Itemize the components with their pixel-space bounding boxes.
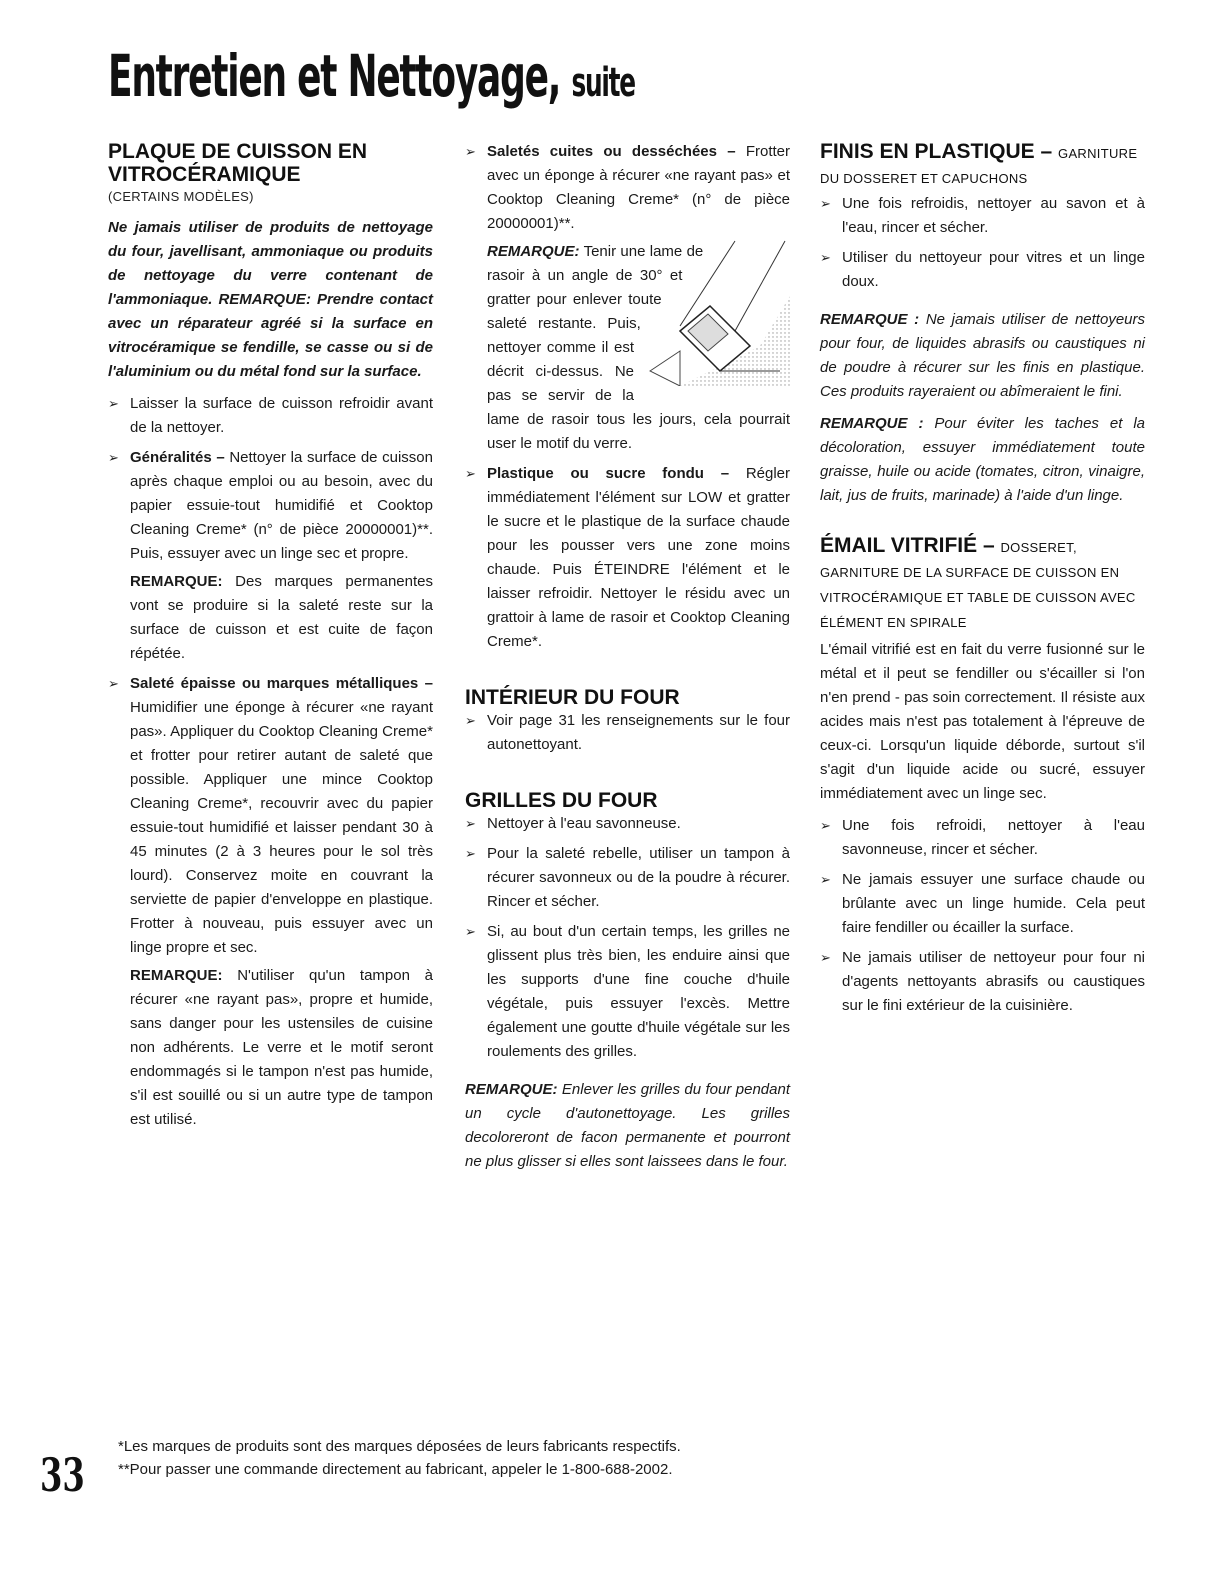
list-item-text: Une fois refroidi, nettoyer à l'eau savonneuse, rincer et sécher.: [842, 817, 1145, 858]
email-list: [820, 814, 1145, 1018]
list-item-text: Utiliser du nettoyeur pour vitres et un linge doux.: [842, 249, 1145, 290]
list-item: [108, 392, 433, 440]
list-item: [820, 246, 1145, 294]
list-item: [820, 192, 1145, 240]
grilles-note: [465, 1078, 790, 1174]
list-item-text: Frotter avec un éponge à récurer «ne rayant pas» et Cooktop Cleaning Creme* (n° de pièce 20000001)**.: [487, 143, 791, 232]
section-heading-interieur-du-four: INTÉRIEUR DU FOUR: [465, 686, 680, 709]
cooktop-care-list: [108, 392, 433, 1132]
list-item-text: Nettoyer à l'eau savonneuse.: [487, 815, 681, 832]
section-heading-vitroceramique: PLAQUE DE CUISSON EN VITROCÉRAMIQUE: [108, 140, 368, 186]
note-label: REMARQUE:: [130, 967, 223, 984]
list-item-text: Ne jamais essuyer une surface chaude ou brûlante avec un linge humide. Cela peut faire fendiller ou écailler la surface.: [842, 871, 1145, 936]
arrow-bullet-icon: ➢: [820, 872, 831, 887]
list-item: [465, 812, 790, 836]
footnote-trademarks: *Les marques de produits sont des marques déposées de leurs fabricants respectifs.: [118, 1438, 681, 1455]
list-item: [820, 868, 1145, 940]
list-item-text: Laisser la surface de cuisson refroidir avant de la nettoyer.: [130, 395, 433, 436]
finis-list: [820, 192, 1145, 294]
arrow-bullet-icon: ➢: [465, 816, 476, 831]
note-label: REMARQUE:: [465, 1081, 558, 1098]
column-3: [820, 140, 1145, 1024]
arrow-bullet-icon: ➢: [820, 950, 831, 965]
arrow-bullet-icon: ➢: [465, 144, 476, 159]
arrow-bullet-icon: ➢: [465, 466, 476, 481]
finis-note-2: [820, 412, 1145, 508]
list-item: [465, 842, 790, 914]
arrow-bullet-icon: ➢: [465, 713, 476, 728]
list-item-text: Ne jamais utiliser de nettoyeur pour four ni d'agents nettoyants abrasifs ou caustiques sur le fini extérieur de la cuisinière.: [842, 949, 1145, 1014]
footnotes: [118, 1435, 918, 1481]
list-item-lead: Saleté épaisse ou marques métalliques –: [130, 675, 433, 692]
arrow-bullet-icon: ➢: [820, 818, 831, 833]
section-heading-email-vitrifie: [820, 534, 1145, 634]
list-item: [108, 672, 433, 1132]
warning-text: Ne jamais utiliser de produits de nettoyage du four, javellisant, ammoniaque ou produits de nettoyage du verre contenant de l'ammoniaque. REMARQUE: Prendre contact avec un réparateur agréé si la surface en vitrocéramique se fendille, se casse ou si de l'aluminium ou du métal fond sur la surface.: [108, 219, 433, 380]
note-label: REMARQUE :: [820, 415, 924, 432]
list-item: [465, 140, 790, 456]
page-title: [108, 42, 635, 113]
note-text: Tenir une lame de rasoir à un angle de 30° et gratter pour enlever toute saleté restante. Puis, nettoyer comme il est décrit ci-dessus. Ne pas se servir de la lame de rasoir tous les jours, cela pourrait user le motif du verre.: [487, 243, 790, 452]
note-text: Ne jamais utiliser de nettoyeurs pour four, de liquides abrasifs ou caustiques ni de poudre à récurer sur les finis en plastique. Ces produits rayeraient ou abîmeraient le fini.: [820, 311, 1145, 400]
list-item-lead: Saletés cuites ou desséchées –: [487, 143, 736, 160]
list-item-text: Si, au bout d'un certain temps, les grilles ne glissent plus très bien, les enduire ainsi que les supports d'une fine couche d'huile végétale, puis essuyer l'excès. Mettre également une goutte d'huile végétale sur les roulements des grilles.: [487, 923, 790, 1060]
note-label: REMARQUE :: [820, 311, 920, 328]
interieur-list: [465, 709, 790, 757]
note-label: REMARQUE:: [130, 573, 223, 590]
list-item-text: Voir page 31 les renseignements sur le four autonettoyant.: [487, 712, 790, 753]
arrow-bullet-icon: ➢: [108, 396, 119, 411]
column-1: [108, 140, 433, 1138]
arrow-bullet-icon: ➢: [465, 924, 476, 939]
section-heading-finis-en-plastique: [820, 140, 1145, 190]
cooktop-soil-list: [465, 140, 790, 654]
page-title-suffix: suite: [571, 60, 635, 106]
note-text: Enlever les grilles du four pendant un cycle d'autonettoyage. Les grilles decoloreront de facon permanente et pourront ne plus glisser si elles sont laissees dans le four.: [465, 1081, 790, 1170]
note-label: REMARQUE:: [487, 243, 580, 260]
heading-text: FINIS EN PLASTIQUE –: [820, 140, 1053, 163]
note-text: N'utiliser qu'un tampon à récurer «ne rayant pas», propre et humide, sans danger pour les ustensiles de cuisine non adhérents. Le verre et le motif seront endommagés si le tampon n'est pas humide, s'il est souillé ou si un autre type de tampon est utilisé.: [130, 967, 433, 1128]
page-number: 33: [40, 1448, 85, 1502]
list-item-text: Une fois refroidis, nettoyer au savon et à l'eau, rincer et sécher.: [842, 195, 1145, 236]
list-item-lead: Généralités –: [130, 449, 225, 466]
note-text: Pour éviter les taches et la décoloration, essuyer immédiatement toute graisse, huile ou acide (tomates, citron, vinaigre, lait, jus de fruits, marinade) à l'aide d'un linge.: [820, 415, 1145, 504]
list-item: [820, 814, 1145, 862]
list-item: [820, 946, 1145, 1018]
list-item: [465, 709, 790, 757]
finis-note-1: [820, 308, 1145, 404]
list-item-text: Régler immédiatement l'élément sur LOW et gratter le sucre et le plastique de la surface chaude pour les pousser vers une zone moins chaude. Puis ÉTEINDRE l'élément et le laisser refroidir. Nettoyer le résidu avec un grattoir à lame de rasoir et Cooktop Cleaning Creme*.: [487, 465, 790, 650]
list-item-text: Humidifier une éponge à récurer «ne rayant pas». Appliquer du Cooktop Cleaning Creme* et frotter pour retirer autant de saleté que possible. Appliquer une mince Cooktop Cleaning Creme*, recouvrir avec du papier essuie-tout humidifié et laisser pendant 30 à 45 minutes (2 à 3 heures pour le sol très lourd). Conservez moite en couvrant la serviette de papier d'enveloppe en plastique. Frotter à nouveau, puis essuyer avec un linge propre et sec.: [130, 699, 433, 956]
list-item: [465, 920, 790, 1064]
arrow-bullet-icon: ➢: [820, 196, 831, 211]
footnote-order-phone: **Pour passer une commande directement au fabricant, appeler le 1-800-688-2002.: [118, 1461, 673, 1478]
grilles-list: [465, 812, 790, 1064]
heading-sub: GARNITURE DU DOSSERET ET CAPUCHONS: [820, 146, 1138, 186]
note-text: Des marques permanentes vont se produire si la saleté reste sur la surface de cuisson et est cuite de façon répétée.: [130, 573, 433, 662]
list-item: [465, 462, 790, 654]
section-subheading-certains-modeles: (CERTAINS MODÈLES): [108, 189, 254, 204]
list-item-text: Pour la saleté rebelle, utiliser un tampon à récurer savonneux ou de la poudre à récurer. Rincer et sécher.: [487, 845, 790, 910]
column-2: [465, 140, 790, 1174]
page-title-main: Entretien et Nettoyage,: [108, 42, 561, 110]
email-paragraph: L'émail vitrifié est en fait du verre fusionné sur le métal et il peut se fendiller ou s'écailler si l'on n'en prend - pas soin correctement. Il résiste aux acides mais n'est pas totalement à l'épreuve de ceux-ci. Lorsqu'un liquide déborde, surtout s'il s'agit d'un liquide acide ou sucré, essuyer immédiatement avec un linge sec.: [820, 641, 1145, 802]
heading-sub: DOSSERET, GARNITURE DE LA SURFACE DE CUISSON EN VITROCÉRAMIQUE ET TABLE DE CUISSON AVEC ÉLÉMENT EN SPIRALE: [820, 540, 1136, 630]
list-item-lead: Plastique ou sucre fondu –: [487, 465, 730, 482]
arrow-bullet-icon: ➢: [108, 676, 119, 691]
arrow-bullet-icon: ➢: [465, 846, 476, 861]
arrow-bullet-icon: ➢: [108, 450, 119, 465]
list-item-text: Nettoyer la surface de cuisson après chaque emploi ou au besoin, avec du papier essuie-tout humidifié et Cooktop Cleaning Creme* (n° de pièce 20000001)**. Puis, essuyer avec un linge sec et propre.: [130, 449, 433, 562]
list-item: [108, 446, 433, 666]
section-heading-grilles-du-four: GRILLES DU FOUR: [465, 789, 658, 812]
heading-text: ÉMAIL VITRIFIÉ –: [820, 534, 995, 557]
arrow-bullet-icon: ➢: [820, 250, 831, 265]
